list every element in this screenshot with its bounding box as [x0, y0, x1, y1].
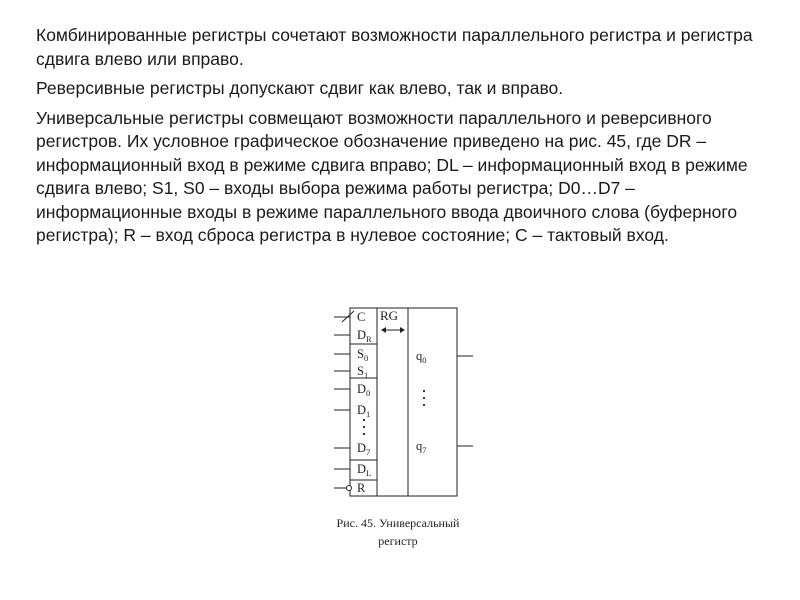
figure-caption: [322, 514, 474, 550]
paragraph-combined-registers: Комбинированные регистры сочетают возможности параллельного регистра и регистра сдвига влево или вправо.: [36, 25, 753, 69]
paragraph-universal-registers: Универсальные регистры совмещают возможности параллельного и реверсивного регистров. Их условное графическое обозначение приведено на рис. 45, где DR – информационный вход в режиме сдвига вправо; DL – информационный вход в режиме сдвига влево; S1, S0 – входы выбора режима работы регистра; D0…D7 – информационные входы в режиме параллельного ввода двоичного слова (буферного регистра); R – вход сброса регистра в нулевое состояние; C – тактовый вход.: [36, 107, 748, 245]
input-label-c: C: [357, 310, 366, 324]
input-label-d1: $D_1$: [357, 403, 371, 419]
input-ellipsis-dot: [363, 426, 365, 428]
caption-line-2: регистр: [378, 534, 418, 548]
input-label-s0: $S_0$: [357, 347, 369, 363]
output-ellipsis-dot: [423, 404, 425, 406]
input-label-r: R: [357, 481, 366, 495]
input-label-dr: $D_R$: [357, 328, 372, 344]
register-diagram: [320, 300, 490, 520]
shift-arrow-left-head: [381, 327, 386, 333]
input-ellipsis-dot: [363, 419, 365, 421]
text-block: [36, 24, 776, 254]
paragraph-reversible-registers: Реверсивные регистры допускают сдвиг как влево, так и вправо.: [36, 78, 564, 98]
shift-arrow-right-head: [400, 327, 405, 333]
register-title: RG: [380, 308, 399, 323]
input-ellipsis-dot: [363, 433, 365, 435]
output-ellipsis-dot: [423, 390, 425, 392]
input-label-s1: $S_1$: [357, 364, 369, 380]
output-label-q0: $q_0$: [416, 349, 427, 365]
output-ellipsis-dot: [423, 397, 425, 399]
output-label-q7: $q_7$: [416, 439, 427, 455]
input-label-dl: $D_L$: [357, 462, 372, 478]
input-label-d0: $D_0$: [357, 382, 371, 398]
reset-inversion-circle: [347, 486, 352, 491]
input-label-d7: $D_7$: [357, 441, 371, 457]
caption-line-1: Рис. 45. Универсальный: [336, 516, 460, 530]
